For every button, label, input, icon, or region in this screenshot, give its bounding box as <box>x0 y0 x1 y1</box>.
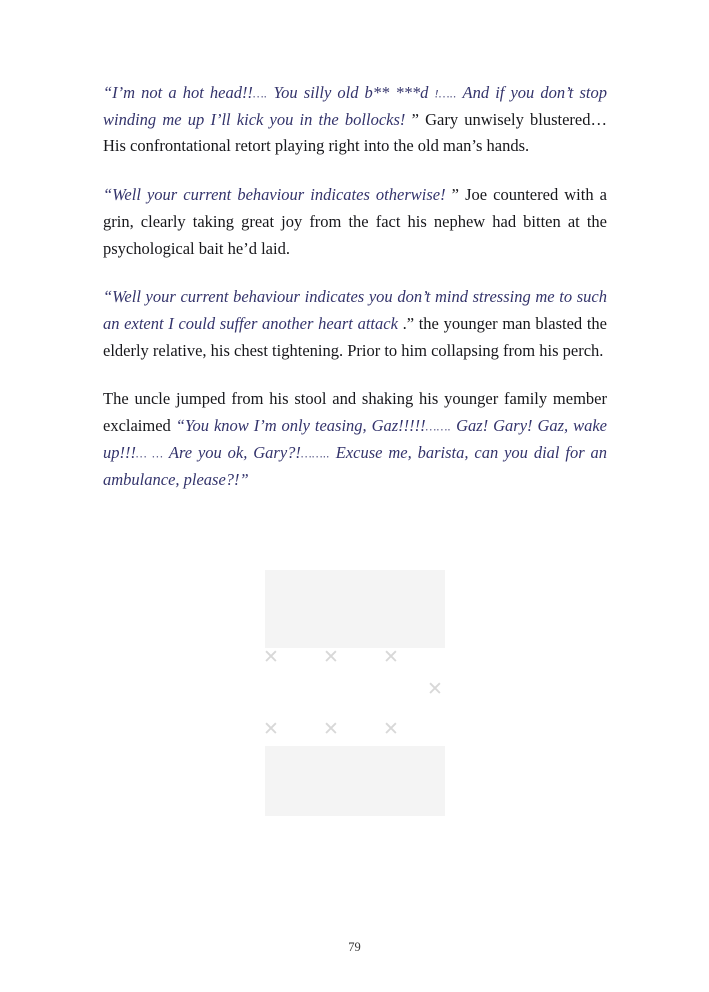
text-run: “Well your current behaviour indicates otherwise! <box>103 185 446 205</box>
figure-tetchy-illustration <box>255 570 455 822</box>
text-run: … … <box>135 446 164 461</box>
page-number: 79 <box>348 940 361 954</box>
text-run: …….. <box>300 446 330 461</box>
figure-middle-area <box>255 648 455 746</box>
text-run: …. <box>252 86 268 101</box>
text-run: ” Joe countered with a grin, clearly taking great joy from the fact his nephew had bitten at the psychological bait he’d laid. <box>103 185 607 258</box>
x-mark-icon: ✕ <box>263 647 279 668</box>
text-run: You silly old b** ***d <box>267 83 435 102</box>
text-run: Excuse me, barista, can you dial for an ambulance, please?!” <box>103 442 608 489</box>
body-text-column <box>103 80 607 493</box>
x-mark-icon: ✕ <box>383 719 399 740</box>
text-run: And if you don’t stop winding me up I’ll kick you in the bollocks! <box>103 83 607 129</box>
paragraph <box>103 284 607 364</box>
paragraph <box>103 386 607 493</box>
text-run: “You know I’m only teasing, Gaz!!!!! <box>175 416 426 436</box>
figure-top-band <box>265 570 445 648</box>
x-mark-icon: ✕ <box>323 647 339 668</box>
text-run: .” the younger man blasted the elderly relative, his chest tightening. Prior to him collapsing from his perch. <box>103 314 607 360</box>
text-run: !….. <box>434 86 457 101</box>
text-run: ” Gary unwisely blustered… His confrontational retort playing right into the old man’s hands. <box>103 109 607 156</box>
figure-bottom-band <box>265 746 445 816</box>
x-mark-icon: ✕ <box>323 719 339 740</box>
x-mark-icon: ✕ <box>427 679 443 700</box>
text-run: ……. <box>425 419 452 434</box>
text-run: The uncle jumped from his stool and shaking his younger family member exclaimed <box>103 389 607 436</box>
paragraph <box>103 182 607 262</box>
text-run: Are you ok, Gary?! <box>163 442 301 462</box>
text-run: “I’m not a hot head!! <box>103 83 253 102</box>
x-mark-icon: ✕ <box>383 647 399 668</box>
text-run: Gaz! Gary! Gaz, wake up!!! <box>103 416 607 462</box>
x-mark-icon: ✕ <box>263 719 279 740</box>
paragraph <box>103 80 607 160</box>
text-run: “Well your current behaviour indicates you don’t mind stressing me to such an extent I could suffer another heart attack <box>103 287 607 334</box>
